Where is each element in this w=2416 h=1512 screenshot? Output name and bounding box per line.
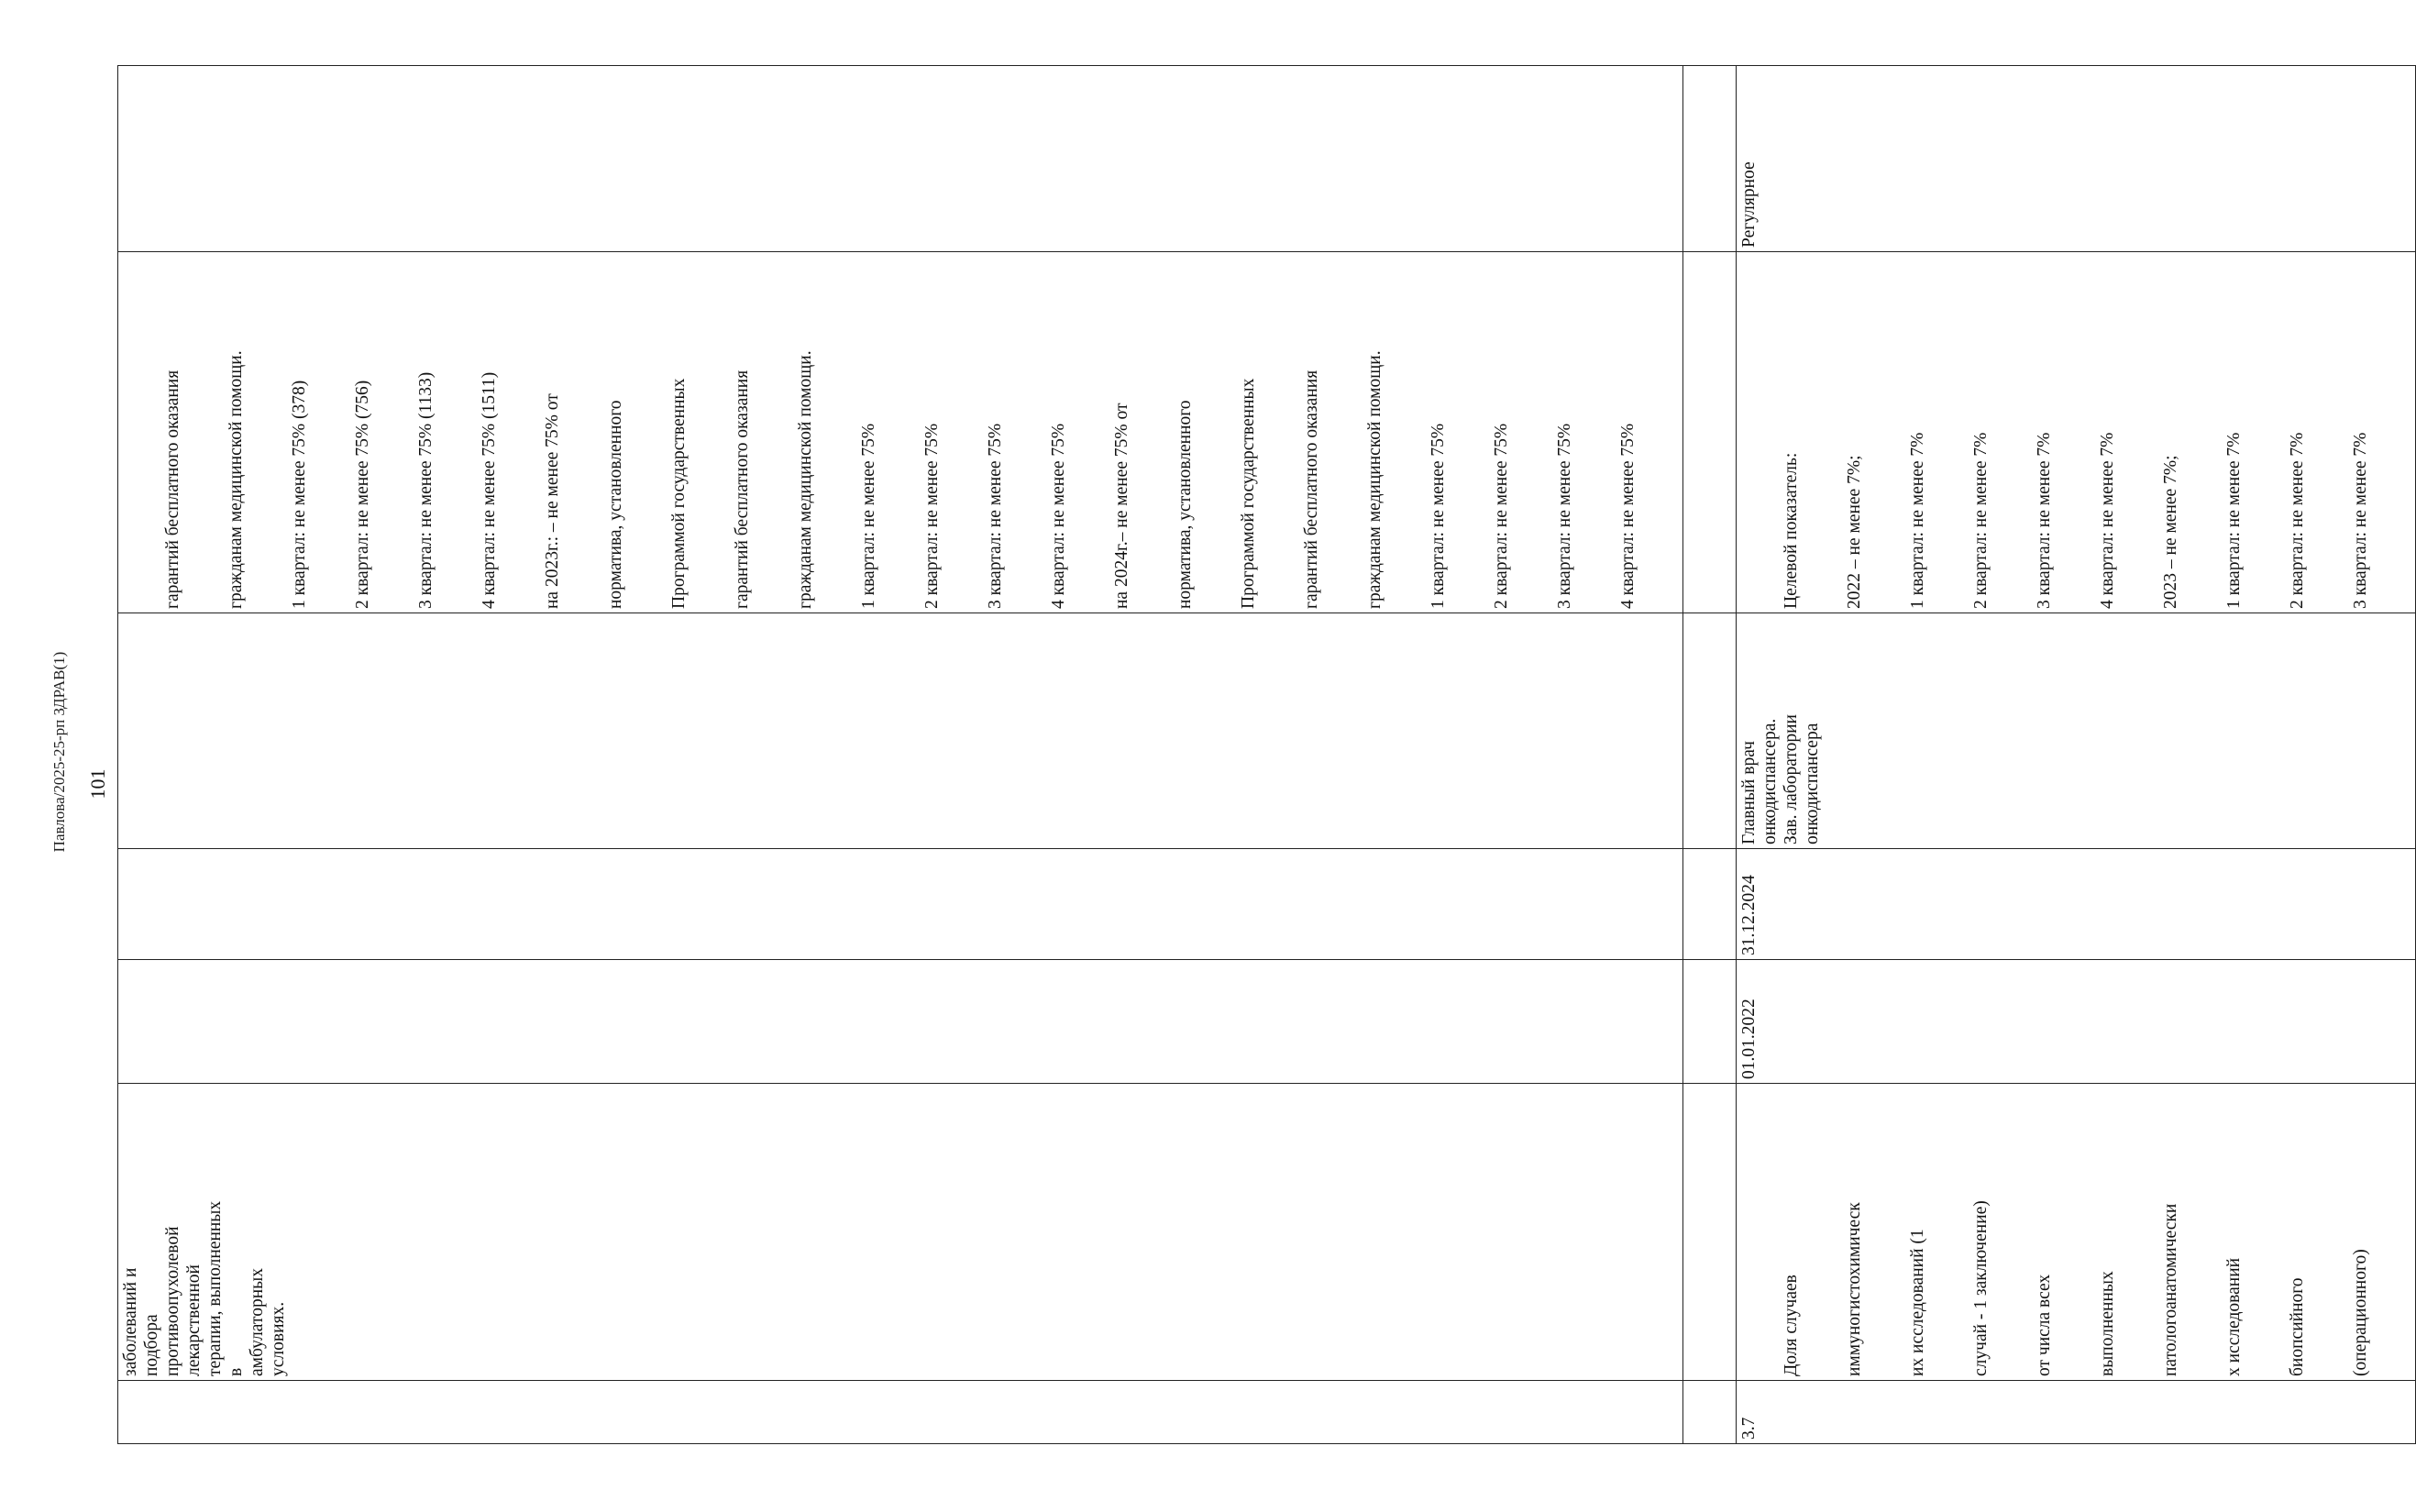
footer-code: Павлова/2025-25-рп ЗДРАВ(1) [50, 651, 68, 853]
text-line: случай - 1 заключение) [1971, 1200, 1991, 1376]
text-line: в [226, 1367, 246, 1376]
text-line: х исследований [2224, 1257, 2244, 1376]
cell-target [1737, 252, 2416, 613]
empty-cell [1683, 613, 1737, 849]
cell-responsible-prev [118, 613, 1683, 849]
text-line: 2023 – не менее 7%; [2161, 455, 2180, 609]
text-line: 4 квартал: не менее 7% [2098, 432, 2117, 609]
text-line: Доля случаев [1782, 1275, 1801, 1376]
text-line: 2 квартал: не менее 75% [1492, 423, 1511, 609]
text-line: норматива, установленного [606, 400, 625, 609]
cell-num-prev [118, 1381, 1683, 1444]
cell-name [1737, 1084, 2416, 1381]
table-row-previous [118, 66, 1683, 1444]
text-line: 1 квартал: не менее 75% (378) [290, 380, 309, 609]
text-line: гарантий бесплатного оказания [1302, 370, 1321, 609]
text-line: (операционного) [2351, 1249, 2370, 1376]
cell-frequency-prev [118, 66, 1683, 252]
text-line: 2 квартал: не менее 7% [2288, 432, 2307, 609]
text-line: 1 квартал: не менее 75% [859, 423, 878, 609]
empty-cell [1683, 66, 1737, 252]
text-line: 3 квартал: не менее 75% (1133) [416, 371, 436, 609]
text-line: 3 квартал: не менее 75% [1555, 423, 1574, 609]
text-line: 2022 – не менее 7%; [1845, 455, 1864, 609]
text-line: иммуногистохимическ [1845, 1202, 1864, 1376]
text-line: биопсийного [2288, 1277, 2307, 1376]
text-line: 2 квартал: не менее 75% (756) [353, 380, 372, 609]
cell-date-end: 31.12.2024 [1737, 849, 2416, 960]
page-number: 101 [86, 768, 109, 800]
cell-frequency: Регулярное [1737, 66, 2416, 252]
text-line: Зав. лаборатории [1782, 714, 1801, 844]
text-line: Программой государственных [1239, 378, 1258, 609]
text-line: онкодиспансера. [1760, 718, 1780, 844]
text-line: на 2024г.– не менее 75% от [1112, 403, 1131, 609]
empty-cell [1683, 1381, 1737, 1444]
plan-table [117, 65, 2416, 1444]
text-line: онкодиспансера [1803, 723, 1822, 844]
text-line: гражданам медицинской помощи. [226, 350, 246, 609]
text-line: 4 квартал: не менее 75% [1618, 423, 1638, 609]
empty-cell [1683, 252, 1737, 613]
text-line: заболеваний и [121, 1267, 140, 1376]
cell-responsible [1737, 613, 2416, 849]
text-line: терапии, выполненных [205, 1200, 225, 1376]
text-line: от числа всех [2035, 1274, 2054, 1376]
text-line: на 2023г.: – не менее 75% от [543, 393, 562, 609]
text-line: гарантий бесплатного оказания [733, 370, 752, 609]
text-line: патологоанатомически [2161, 1203, 2180, 1376]
cell-name-prev [118, 1084, 1683, 1381]
text-line: Программой государственных [669, 378, 689, 609]
text-line: гарантий бесплатного оказания [163, 370, 182, 609]
text-line: условиях. [269, 1301, 288, 1376]
empty-cell [1683, 849, 1737, 960]
table-row-spacer [1683, 66, 1737, 1444]
rotated-page [86, 124, 2370, 1444]
text-line: 1 квартал: не менее 7% [1908, 432, 1927, 609]
text-line: 4 квартал: не менее 75% (1511) [480, 371, 499, 609]
text-line: гражданам медицинской помощи. [1365, 350, 1385, 609]
text-line: 3 квартал: не менее 7% [2351, 432, 2370, 609]
table-row-3-7 [1737, 66, 2416, 1444]
text-line: Целевой показатель: [1782, 452, 1801, 609]
text-line: Главный врач [1739, 741, 1759, 844]
cell-date-start-prev [118, 960, 1683, 1084]
cell-target-prev [118, 252, 1683, 613]
text-line: норматива, установленного [1175, 400, 1195, 609]
text-line: 2 квартал: не менее 7% [1971, 432, 1991, 609]
text-line: 4 квартал: не менее 75% [1049, 423, 1068, 609]
text-line: лекарственной [184, 1264, 204, 1376]
text-line: 1 квартал: не менее 7% [2224, 432, 2244, 609]
text-line: 3 квартал: не менее 75% [986, 423, 1005, 609]
cell-num: 3.7 [1737, 1381, 2416, 1444]
cell-date-end-prev [118, 849, 1683, 960]
text-line: 2 квартал: не менее 75% [922, 423, 942, 609]
text-line: гражданам медицинской помощи. [796, 350, 815, 609]
text-line: 3 квартал: не менее 7% [2035, 432, 2054, 609]
text-line: противоопухолевой [163, 1226, 182, 1376]
empty-cell [1683, 960, 1737, 1084]
text-line: выполненных [2098, 1271, 2117, 1376]
empty-cell [1683, 1084, 1737, 1381]
cell-date-start: 01.01.2022 [1737, 960, 2416, 1084]
text-line: 1 квартал: не менее 75% [1429, 423, 1448, 609]
text-line: подбора [142, 1314, 161, 1376]
text-line: амбулаторных [248, 1268, 267, 1376]
text-line: их исследований (1 [1908, 1229, 1927, 1376]
